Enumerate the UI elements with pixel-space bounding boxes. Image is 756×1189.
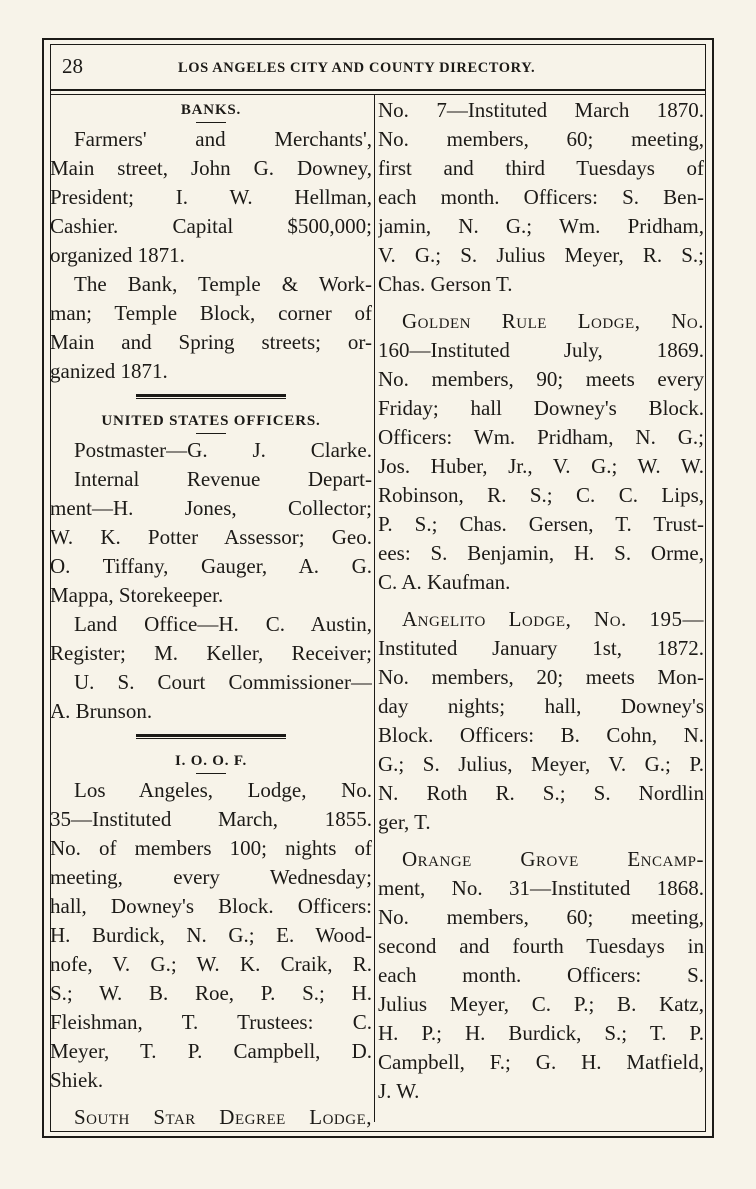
text-line: A. Brunson.	[50, 699, 153, 723]
text-line: C. A. Kaufman.	[378, 570, 511, 594]
page-number: 28	[62, 54, 83, 78]
text-line: jamin, N. G.; Wm. Pridham,	[378, 214, 704, 238]
right-column	[378, 96, 704, 1106]
column-divider	[374, 95, 375, 1122]
text-line: No. of members 100; nights of	[50, 836, 372, 860]
text-line: 35—Instituted March, 1855.	[50, 807, 372, 831]
banks-heading: BANKS.	[180, 102, 242, 118]
text-line: day nights; hall, Downey's	[378, 694, 704, 718]
header-rule	[50, 89, 706, 91]
text-line: each month. Officers: S.	[378, 963, 704, 987]
short-rule	[196, 122, 226, 123]
text-line: second and fourth Tuesdays in	[378, 934, 704, 958]
text-line: Main street, John G. Downey,	[50, 156, 372, 180]
text-line: Instituted January 1st, 1872.	[378, 636, 704, 660]
text-line: Officers: Wm. Pridham, N. G.;	[378, 425, 704, 449]
text-line: Meyer, T. P. Campbell, D.	[50, 1039, 372, 1063]
text-line: man; Temple Block, corner of	[50, 301, 372, 325]
text-line: South Star Degree Lodge,	[74, 1105, 372, 1129]
text-line: Internal Revenue Depart-	[74, 467, 372, 491]
text-line: Fleishman, T. Trustees: C.	[50, 1010, 372, 1034]
text-line: O. Tiffany, Gauger, A. G.	[50, 554, 372, 578]
page-header	[50, 52, 706, 88]
text-line: Jos. Huber, Jr., V. G.; W. W.	[378, 454, 704, 478]
text-line: President; I. W. Hellman,	[50, 185, 372, 209]
text-line: H. P.; H. Burdick, S.; T. P.	[378, 1021, 704, 1045]
text-line: P. S.; Chas. Gersen, T. Trust-	[378, 512, 704, 536]
text-line: V. G.; S. Julius Meyer, R. S.;	[378, 243, 704, 267]
text-line: N. Roth R. S.; S. Nordlin	[378, 781, 704, 805]
text-line: No. members, 60; meeting,	[378, 905, 704, 929]
text-line: No. members, 90; meets every	[378, 367, 704, 391]
text-line: The Bank, Temple & Work-	[74, 272, 372, 296]
text-line: No. members, 20; meets Mon-	[378, 665, 704, 689]
left-column	[50, 96, 372, 1132]
text-line: No. members, 60; meeting,	[378, 127, 704, 151]
text-line: Land Office—H. C. Austin,	[74, 612, 372, 636]
us-officers-heading: UNITED STATES OFFICERS.	[101, 413, 321, 429]
text-line: Angelito Lodge, No. 195—	[402, 607, 704, 631]
text-line: Shiek.	[50, 1068, 104, 1092]
text-line: H. Burdick, N. G.; E. Wood-	[50, 923, 372, 947]
text-line: U. S. Court Commissioner—	[74, 670, 372, 694]
text-line: Chas. Gerson T.	[378, 272, 513, 296]
text-line: J. W.	[378, 1079, 420, 1103]
south-star-continuation	[378, 96, 704, 299]
short-rule	[196, 773, 226, 774]
text-line: Julius Meyer, C. P.; B. Katz,	[378, 992, 704, 1016]
text-line: ger, T.	[378, 810, 431, 834]
text-line: Golden Rule Lodge, No.	[402, 309, 704, 333]
ioof-heading: I. O. O. F.	[174, 753, 247, 769]
golden-rule-section	[378, 307, 704, 597]
text-line: meeting, every Wednesday;	[50, 865, 372, 889]
text-line: Register; M. Keller, Receiver;	[50, 641, 372, 665]
text-line: No. 7—Instituted March 1870.	[378, 98, 704, 122]
running-title: LOS ANGELES CITY AND COUNTY DIRECTORY.	[178, 60, 536, 76]
text-line: organized 1871.	[50, 243, 185, 267]
text-line: ment—H. Jones, Collector;	[50, 496, 372, 520]
short-rule	[196, 433, 226, 434]
section-rule	[136, 734, 286, 739]
text-line: Robinson, R. S.; C. C. Lips,	[378, 483, 704, 507]
text-line: Friday; hall Downey's Block.	[378, 396, 704, 420]
angelito-section	[378, 605, 704, 837]
text-line: Los Angeles, Lodge, No.	[74, 778, 372, 802]
header-rule-thin	[50, 94, 706, 95]
us-officers-section	[50, 436, 372, 726]
ioof-section	[50, 776, 372, 1132]
text-line: Farmers' and Merchants',	[74, 127, 372, 151]
text-line: G.; S. Julius, Meyer, V. G.; P.	[378, 752, 704, 776]
text-line: Block. Officers: B. Cohn, N.	[378, 723, 704, 747]
banks-section	[50, 125, 372, 386]
orange-grove-section	[378, 845, 704, 1106]
text-line: nofe, V. G.; W. K. Craik, R.	[50, 952, 372, 976]
text-line: Orange Grove Encamp-	[402, 847, 704, 871]
text-line: hall, Downey's Block. Officers:	[50, 894, 372, 918]
text-line: 160—Instituted July, 1869.	[378, 338, 704, 362]
text-line: W. K. Potter Assessor; Geo.	[50, 525, 372, 549]
text-line: ment, No. 31—Instituted 1868.	[378, 876, 704, 900]
text-line: first and third Tuesdays of	[378, 156, 704, 180]
text-line: Cashier. Capital $500,000;	[50, 214, 372, 238]
text-line: Postmaster—G. J. Clarke.	[74, 438, 372, 462]
text-line: each month. Officers: S. Ben-	[378, 185, 704, 209]
text-line: S.; W. B. Roe, P. S.; H.	[50, 981, 372, 1005]
text-line: Campbell, F.; G. H. Matfield,	[378, 1050, 704, 1074]
text-line: ees: S. Benjamin, H. S. Orme,	[378, 541, 704, 565]
text-line: Main and Spring streets; or-	[50, 330, 372, 354]
text-line: Mappa, Storekeeper.	[50, 583, 224, 607]
section-rule	[136, 394, 286, 399]
text-line: ganized 1871.	[50, 359, 168, 383]
